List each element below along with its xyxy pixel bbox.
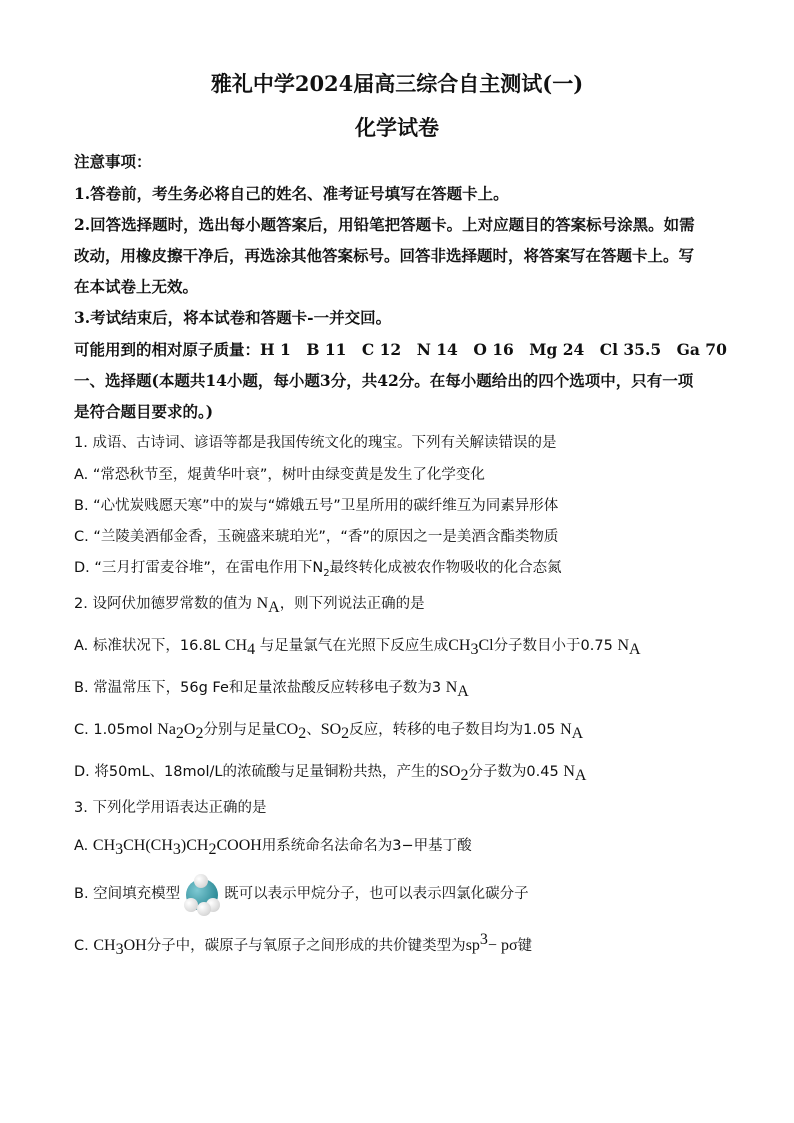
q3-stem: 3. 下列化学用语表达正确的是 (74, 800, 267, 816)
q3-option-c: C. $CH_3OH$分子中，碳原子与氧原子之间形成的共价键类型为$sp^3- p\sigma$键 (74, 931, 533, 958)
methane-space-filling-model-icon (182, 874, 222, 914)
notice-item-1: 1.答卷前，考生务必将自己的姓名、准考证号填写在答题卡上。 (74, 184, 509, 203)
q2-option-d: D. 将50mL、18mol/L的浓硫酸与足量铜粉共热，产生的$SO_2$分子数为0.45 $N_A$ (74, 763, 587, 784)
q1-stem: 1. 成语、古诗词、谚语等都是我国传统文化的瑰宝。下列有关解读错误的是 (74, 435, 557, 451)
q2-option-c: C. 1.05mol $Na_2O_2$分别与足量$CO_2$、$SO_2$反应，转移的电子数目均为1.05 $N_A$ (74, 721, 584, 742)
exam-title: 雅礼中学2024届高三综合自主测试(一) (210, 71, 584, 96)
atomic-masses: 可能用到的相对原子质量：H 1 B 11 C 12 N 14 O 16 Mg 24 Cl 35.5 Ga 70 (74, 340, 727, 359)
notice-item-2b: 改动，用橡皮擦干净后，再选涂其他答案标号。回答非选择题时，将答案写在答题卡上。写 (74, 246, 695, 265)
section-heading-2: 是符合题目要求的。) (74, 402, 214, 421)
notice-item-2c: 在本试卷上无效。 (74, 277, 199, 296)
q1-option-c: C. “兰陵美酒郁金香，玉碗盛来琥珀光”，“香”的原因之一是美酒含酯类物质 (74, 529, 559, 545)
q2-option-a: A. 标准状况下，16.8L $CH_4$ 与足量氯气在光照下反应生成$CH_3Cl$分子数目小于0.75 $N_A$ (74, 637, 641, 658)
notice-item-2a: 2.回答选择题时，选出每小题答案后，用铅笔把答题卡。上对应题目的答案标号涂黑。如需 (74, 215, 695, 234)
section-heading-1: 一、选择题(本题共14小题，每小题3分，共42分。在每小题给出的四个选项中，只有一项 (74, 371, 694, 390)
notice-heading: 注意事项： (74, 152, 152, 171)
exam-subtitle: 化学试卷 (355, 115, 439, 140)
q1-option-b: B. “心忧炭贱愿天寒”中的炭与“嫦娥五号”卫星所用的碳纤维互为同素异形体 (74, 498, 559, 514)
q2-option-b: B. 常温常压下，56g Fe和足量浓盐酸反应转移电子数为3 $N_A$ (74, 679, 469, 700)
q2-stem: 2. 设阿伏加德罗常数的值为 $N_A$，则下列说法正确的是 (74, 595, 425, 616)
q3-option-b: B. 空间填充模型 既可以表示甲烷分子，也可以表示四氯化碳分子 (74, 874, 724, 914)
notice-item-3: 3.考试结束后，将本试卷和答题卡-一并交回。 (74, 308, 392, 327)
q3-option-a: A. $CH_3CH(CH_3)CH_2COOH$用系统命名法命名为3−甲基丁酸 (74, 837, 472, 858)
q1-option-a: A. “常恐秋节至，焜黄华叶衰”，树叶由绿变黄是发生了化学变化 (74, 467, 485, 483)
q1-option-d: D. “三月打雷麦谷堆”，在雷电作用下$N_2$最终转化成被农作物吸收的化合态氮 (74, 560, 562, 579)
